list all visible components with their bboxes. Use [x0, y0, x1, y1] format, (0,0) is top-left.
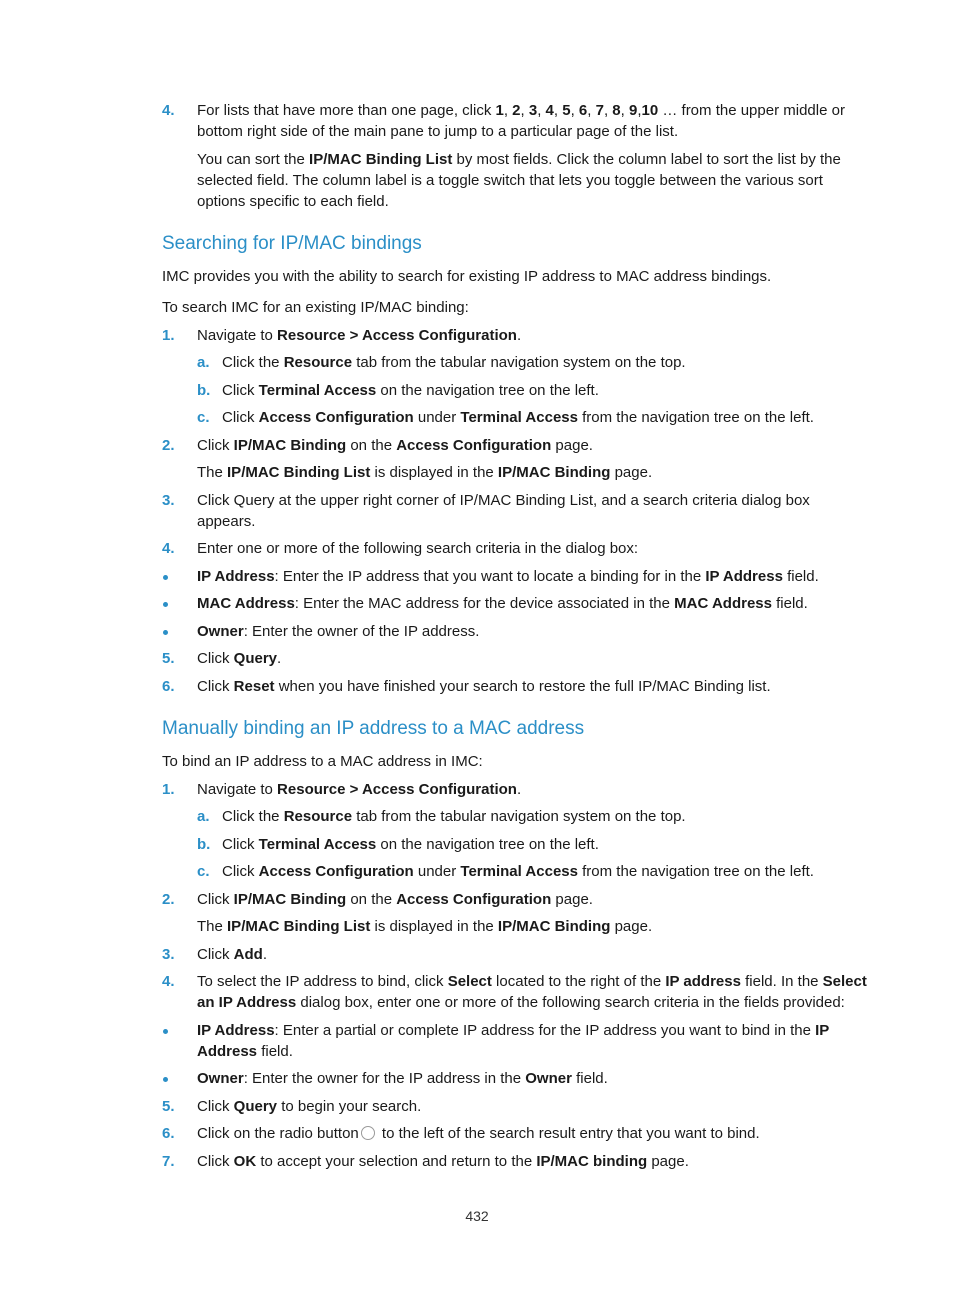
document-page: 4. For lists that have more than one page, click 1, 2, 3, 4, 5, 6, 7, 8, 9,10 … from the upper middle or bottom right side of the main pane to jump to a particular page of the list. You can sort the IP/MAC Binding List by most fields. Click the column label to sort the list by the selected field. The column label is a toggle switch that lets you toggle between the various sort options specific to each field. Searching for IP/MAC bindings IMC provides you with the ability to search for existing IP address to MAC address bindings. To search IMC for an existing IP/MAC binding: 1. Navigate to Resource > Access Configuration. a. Click the Resource tab from the tabular navigation system on the top. b. Click Terminal Access on the navigation tree on the left. c. Click Access Configuration under Terminal Access from the navigation tree on the left. 2. Click IP/MAC Binding on the Access Configuration page. The IP/MAC Binding List is displayed in the IP/MAC Binding page. 3. Click Query at the upper right corner of IP/MAC Binding List, and a search criteria dialog box appears. 4. Enter one or more of the following search criteria in the dialog box: IP Address: Enter the IP address that you want to locate a binding for in the IP Address field. MAC Address: Enter the MAC address for the device associated in the MAC Address field. Owner: Enter the owner of the IP address. 5. Click Query. 6. Click Reset when you have finished your search to restore the full IP/MAC Binding list. Manually binding an IP address to a MAC address To bind an IP address to a MAC address in IMC: 1. Navigate to Resource > Access Configuration. a. Click the Resource tab from the tabular navigation system on the top. b. Click Terminal Access on the navigation tree on the left. c. Click Access Configuration under Terminal Access from the navigation tree on the left. 2. Click IP/MAC Binding on the Access Configuration page. The IP/MAC Binding List is displayed in the IP/MAC Binding page. 3. Click Add. 4. To select the IP address to bind, click Select located to the right of the IP address field. In the Select an IP Address dialog box, enter one or more of the following search criteria in the fields provided: IP Address: Enter a partial or complete IP address for the IP address you want to bind in the IP Address field. Owner: Enter the owner for the IP address in the Owner field. 5. Click Query to begin your search. 6. Click on the radio button to the left of the search result entry that you want to bind. 7. Click OK to accept your selection and return to the IP/MAC binding page. 432: [0, 0, 954, 1296]
list-number: 4.: [162, 102, 175, 119]
page-number: 432: [465, 1208, 489, 1224]
bullet-icon: [163, 1077, 168, 1082]
section-heading: Manually binding an IP address to a MAC address: [162, 718, 585, 739]
bullet-icon: [163, 630, 168, 635]
section-heading: Searching for IP/MAC bindings: [162, 233, 422, 254]
bullet-icon: [163, 575, 168, 580]
bullet-icon: [163, 602, 168, 607]
radio-button-icon: [361, 1126, 375, 1140]
bullet-icon: [163, 1029, 168, 1034]
list-text: For lists that have more than one page, click 1, 2, 3, 4, 5, 6, 7, 8, 9,10 … from the upper middle or bottom right side of the main pane to jump to a particular page of the list.: [197, 102, 845, 140]
